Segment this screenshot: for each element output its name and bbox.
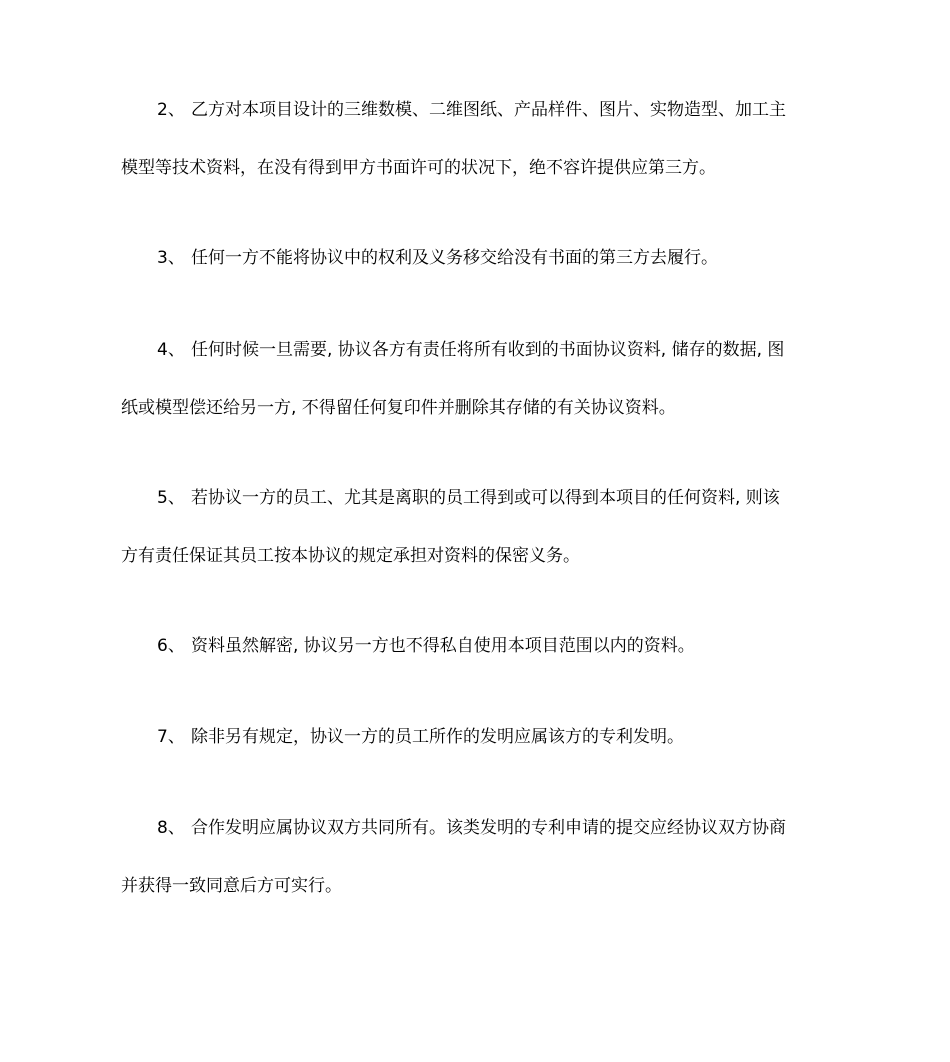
- clause-number: 4、: [157, 340, 185, 360]
- clause-2-continuation-line: [121, 157, 716, 179]
- clause-2-first-line: [157, 99, 786, 121]
- clause-text: 若协议一方的员工、尤其是离职的员工得到或可以得到本项目的任何资料, 则该: [191, 488, 780, 508]
- clause-8-continuation-line: [121, 875, 342, 897]
- clause-5-first-line: [157, 487, 780, 509]
- clause-text: 并获得一致同意后方可实行。: [121, 876, 342, 896]
- clause-4-first-line: [157, 339, 784, 361]
- clause-number: 6、: [157, 636, 185, 656]
- clause-3-first-line: [157, 247, 718, 269]
- clause-number: 3、: [157, 248, 185, 268]
- clause-6-first-line: [157, 635, 695, 657]
- clause-text: 纸或模型偿还给另一方, 不得留任何复印件并删除其存储的有关协议资料。: [121, 398, 676, 418]
- clause-number: 7、: [157, 727, 185, 747]
- clause-text: 模型等技术资料，在没有得到甲方书面许可的状况下，绝不容许提供应第三方。: [121, 158, 716, 178]
- clause-7-first-line: [157, 726, 684, 748]
- clause-text: 合作发明应属协议双方共同所有。该类发明的专利申请的提交应经协议双方协商: [191, 818, 786, 838]
- clause-number: 8、: [157, 818, 185, 838]
- clause-number: 2、: [157, 100, 185, 120]
- clause-text: 资料虽然解密, 协议另一方也不得私自使用本项目范围以内的资料。: [191, 636, 695, 656]
- clause-4-continuation-line: [121, 397, 676, 419]
- clause-text: 乙方对本项目设计的三维数模、二维图纸、产品样件、图片、实物造型、加工主: [191, 100, 786, 120]
- clause-number: 5、: [157, 488, 185, 508]
- clause-8-first-line: [157, 817, 786, 839]
- clause-5-continuation-line: [121, 545, 580, 567]
- clause-text: 任何一方不能将协议中的权利及义务移交给没有书面的第三方去履行。: [191, 248, 718, 268]
- clause-text: 任何时候一旦需要, 协议各方有责任将所有收到的书面协议资料, 储存的数据, 图: [191, 340, 785, 360]
- clause-text: 除非另有规定，协议一方的员工所作的发明应属该方的专利发明。: [191, 727, 684, 747]
- clause-text: 方有责任保证其员工按本协议的规定承担对资料的保密义务。: [121, 546, 580, 566]
